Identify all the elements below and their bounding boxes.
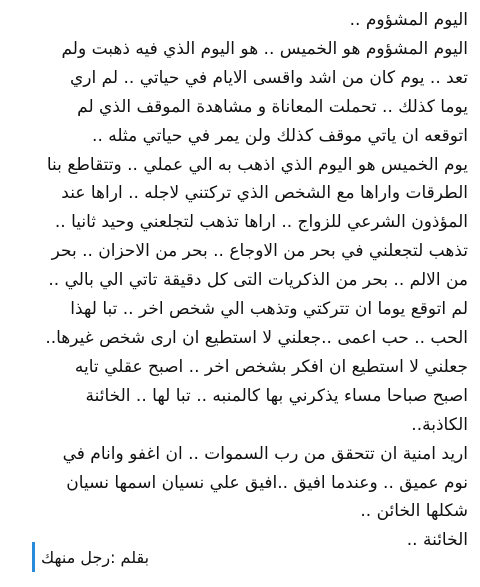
post-line: تذهب لتجعلني في بحر من الاوجاع .. بحر من الاحزان .. بحر — [51, 241, 468, 262]
post-line: يوما كذلك .. تحملت المعاناة و مشاهدة الموقف الذي لم — [77, 96, 468, 117]
post-line: اريد امنية ان تتحقق من رب السموات .. ان اغفو وانام في — [62, 443, 468, 464]
post-line: الطرقات واراها مع الشخص الذي تركتني لاجله .. اراها عند — [61, 183, 468, 204]
post-line: شكلها الخائن .. — [360, 501, 468, 522]
post-line: اليوم المشؤوم هو الخميس .. هو اليوم الذي فيه ذهبت ولم — [61, 38, 468, 59]
post-line: جعلني لا استطيع ان افكر بشخص اخر .. اصبح عقلي تايه — [74, 356, 468, 377]
post-line: يوم الخميس هو اليوم الذي اذهب به الي عملي .. وتتقاطع بنا — [46, 154, 468, 175]
author-signature — [32, 542, 149, 572]
post-line: الحب .. حب اعمى ..جعلني لا استطيع ان ارى شخص غيرها.. — [45, 327, 468, 348]
signature-text: بقلم :رجل منهك — [41, 547, 150, 567]
post-line: من الالم .. بحر من الذكريات التى كل دقيقة تاتي الي بالي .. — [48, 270, 468, 291]
post-line: اتوقعه ان ياتي موقف كذلك ولن يمر في حياتي مثله .. — [92, 125, 468, 146]
post-body — [14, 6, 468, 555]
post-line: نوم عميق .. وعندما افيق ..افيق علي نسيان اسمها نسيان — [66, 472, 468, 493]
post-line: لم اتوقع يوما ان تتركتي وتذهب الي شخص اخر .. تبا لهذا — [70, 299, 468, 320]
post-line: الكاذبة.. — [411, 414, 468, 435]
post-line: اصبح صباحا مساء يذكرني بها كالمنبه .. تبا لها .. الخائنة — [85, 385, 468, 406]
post-line: اليوم المشؤوم .. — [349, 10, 468, 30]
post-line: تعد .. يوم كان من اشد واقسى الايام في حياتي .. لم اري — [69, 67, 468, 88]
post-line: الخائنة .. — [406, 530, 468, 551]
post-line: المؤذون الشرعي للزواج .. اراها تذهب لتجلعني وحيد ثانيا .. — [54, 212, 468, 233]
